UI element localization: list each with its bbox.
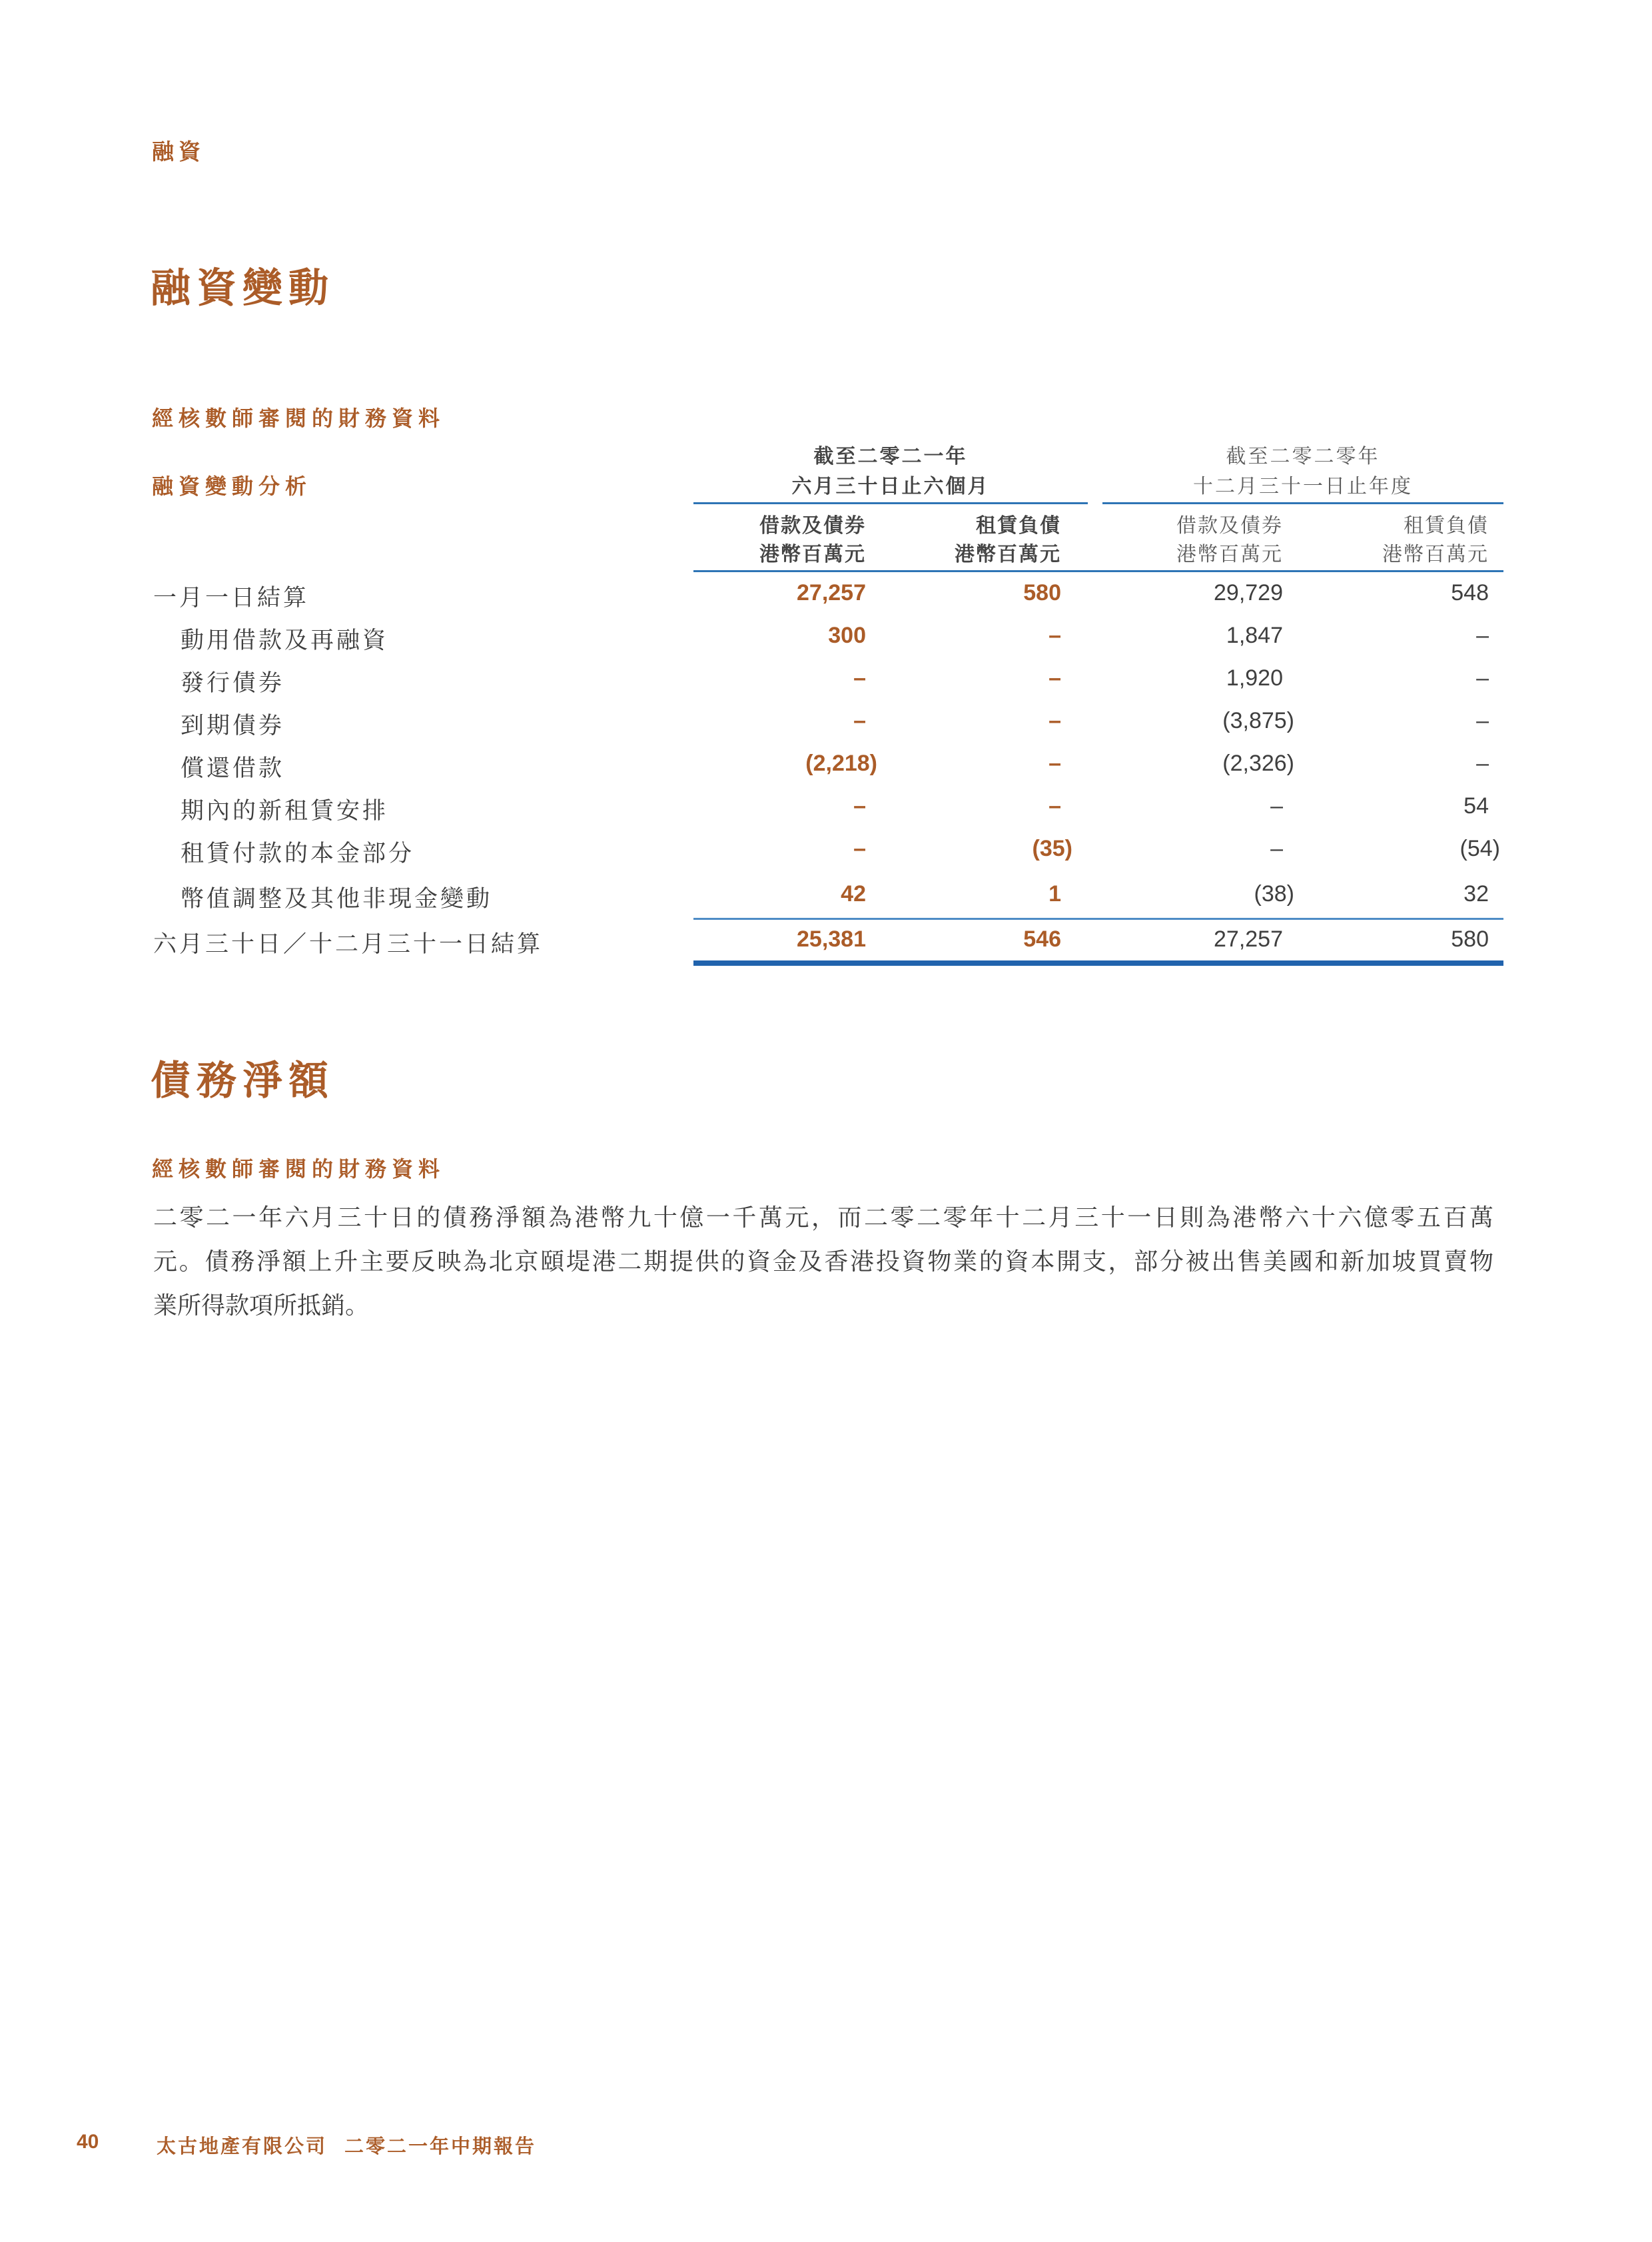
cell-value: – <box>1048 708 1061 733</box>
cell-value: – <box>853 708 866 733</box>
cell-value: 42 <box>841 881 866 907</box>
cell-value: – <box>853 665 866 691</box>
net-debt-paragraph-line: 元。債務淨額上升主要反映為北京頤堤港二期提供的資金及香港投資物業的資本開支，部分被出售美國和新加坡買賣物 <box>153 1248 1493 1275</box>
section-title-net-debt: 債務淨額 <box>151 1058 334 1103</box>
table-row <box>153 622 1503 653</box>
subtitle-line-2: 融資變動分析 <box>152 474 312 498</box>
column-header: 租賃負債 港幣百萬元 <box>955 515 1061 565</box>
subtitle-line-1: 經核數師審閱的財務資料 <box>152 406 446 430</box>
table-row <box>153 750 1503 781</box>
table-column-headers <box>153 512 1503 571</box>
period-line: 六月三十日止六個月 <box>791 476 990 498</box>
row-label: 幣值調整及其他非現金變動 <box>181 886 493 912</box>
cell-value: 1 <box>1048 881 1061 907</box>
cell-value: 1,847 <box>1226 623 1283 648</box>
footer-company: 太古地產有限公司 <box>157 2136 328 2157</box>
cell-value: – <box>1270 836 1283 861</box>
cell-value: (3,875) <box>1222 708 1294 733</box>
cell-value: 580 <box>1023 580 1061 605</box>
column-header: 借款及債券 港幣百萬元 <box>1176 515 1283 565</box>
cell-value: – <box>853 793 866 819</box>
column-header: 借款及債券 港幣百萬元 <box>759 515 866 565</box>
cell-value: – <box>1270 793 1283 819</box>
row-label: 一月一日結算 <box>153 585 310 611</box>
column-header-rule <box>693 570 1503 572</box>
total-row-top-rule <box>693 918 1503 920</box>
cell-value: (2,326) <box>1222 751 1294 776</box>
cell-value: 1,920 <box>1226 665 1283 691</box>
cell-value: (38) <box>1254 881 1294 907</box>
cell-value: 580 <box>1451 927 1489 952</box>
table-row <box>153 881 1503 911</box>
cell-value: 300 <box>828 623 866 648</box>
table-group-header-2021 <box>693 442 1088 502</box>
footer-report-title: 二零二一年中期報告 <box>344 2136 537 2157</box>
footer <box>157 2131 536 2159</box>
cell-value: 25,381 <box>797 927 866 952</box>
cell-value: 32 <box>1463 881 1489 907</box>
row-label: 償還借款 <box>181 755 285 781</box>
cell-value: 27,257 <box>797 580 866 605</box>
row-label: 期內的新租賃安排 <box>181 798 389 824</box>
table-row <box>153 835 1503 866</box>
table-group-header-2020 <box>1102 442 1503 502</box>
cell-value: – <box>1048 751 1061 776</box>
table-row <box>153 665 1503 695</box>
row-label: 租賃付款的本金部分 <box>181 841 415 867</box>
row-label: 發行債券 <box>181 670 285 696</box>
row-label: 到期債券 <box>181 713 285 739</box>
cell-value: (54) <box>1459 836 1500 861</box>
net-debt-paragraph-line: 業所得款項所抵銷。 <box>153 1292 370 1319</box>
cell-value: – <box>1476 665 1489 691</box>
net-debt-subtitle: 經核數師審閱的財務資料 <box>152 1157 446 1181</box>
cell-value: – <box>1048 623 1061 648</box>
table-total-row <box>153 926 1503 956</box>
page-number: 40 <box>77 2131 99 2153</box>
table-row <box>153 579 1503 610</box>
section-title-financing: 融資變動 <box>151 266 334 310</box>
cell-value: – <box>1048 793 1061 819</box>
cell-value: – <box>1476 708 1489 733</box>
cell-value: 27,257 <box>1214 927 1283 952</box>
group-header-rule-2020 <box>1102 502 1503 504</box>
row-label: 動用借款及再融資 <box>181 627 389 653</box>
cell-value: – <box>1476 623 1489 648</box>
period-line: 截至二零二零年 <box>1226 446 1380 468</box>
table-row <box>153 707 1503 738</box>
cell-value: 548 <box>1451 580 1489 605</box>
net-debt-paragraph-line: 二零二一年六月三十日的債務淨額為港幣九十億一千萬元，而二零二零年十二月三十一日則為港幣六十六億零五百萬 <box>153 1204 1493 1231</box>
cell-value: (2,218) <box>805 751 877 776</box>
cell-value: 546 <box>1023 927 1061 952</box>
cell-value: – <box>1476 751 1489 776</box>
period-line: 截至二零二一年 <box>813 446 968 468</box>
row-label: 六月三十日／十二月三十一日結算 <box>153 931 544 957</box>
cell-value: (35) <box>1032 836 1072 861</box>
cell-value: – <box>1048 665 1061 691</box>
cell-value: 29,729 <box>1214 580 1283 605</box>
running-header: 融資 <box>152 139 205 164</box>
cell-value: 54 <box>1463 793 1489 819</box>
group-header-rule-2021 <box>693 502 1088 504</box>
period-line: 十二月三十一日止年度 <box>1193 476 1413 498</box>
table-row <box>153 793 1503 823</box>
total-row-bottom-rule <box>693 960 1503 966</box>
column-header: 租賃負債 港幣百萬元 <box>1382 515 1489 565</box>
cell-value: – <box>853 836 866 861</box>
